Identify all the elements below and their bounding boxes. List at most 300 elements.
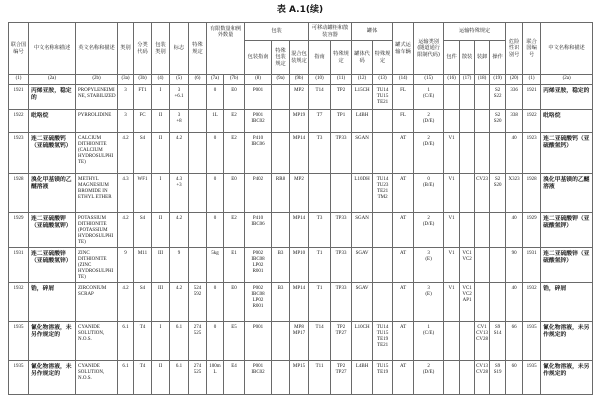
cell-load: CV13 CV28 bbox=[475, 361, 490, 395]
cell-load: CV23 bbox=[475, 174, 490, 213]
table-row bbox=[9, 110, 593, 133]
cell-tank-sp: TP2 TP27 bbox=[331, 361, 352, 395]
cell-un-right: 1922 bbox=[523, 110, 541, 133]
cell-load bbox=[475, 85, 490, 110]
cell-sp bbox=[189, 110, 207, 133]
cell-pack-inst: P001 IBC02 bbox=[245, 361, 272, 395]
cell-name-cn: 锆，碎屑 bbox=[29, 283, 76, 322]
cell-code: T4 bbox=[134, 322, 152, 361]
cell-pack-inst: P402 bbox=[245, 174, 272, 213]
cell-labels: 9 bbox=[170, 248, 189, 283]
colnum: (8) bbox=[245, 75, 272, 85]
cell-hin: 90 bbox=[506, 248, 523, 283]
cell-tank-sp: TP2 bbox=[331, 85, 352, 110]
colnum: (3a) bbox=[118, 75, 134, 85]
header-operation: 操作 bbox=[490, 41, 506, 75]
colnum: (20) bbox=[506, 75, 523, 85]
cell-oper bbox=[490, 133, 506, 174]
cell-pack-sp bbox=[272, 361, 290, 395]
cell-name-en: CYANIDE SOLUTION, N.O.S. bbox=[76, 322, 118, 361]
header-packing-instructions: 包装指南 bbox=[245, 41, 272, 75]
cell-bulk bbox=[460, 110, 475, 133]
cell-name-cn-right: 氰化物溶液，未另作规定的 bbox=[541, 361, 593, 395]
table-body bbox=[9, 85, 593, 395]
cell-name-en: PYRROLIDINE bbox=[76, 110, 118, 133]
colnum: (18) bbox=[475, 75, 490, 85]
cell-class: 9 bbox=[118, 248, 134, 283]
cell-hin: 60 bbox=[506, 361, 523, 395]
cell-eq: E5 bbox=[224, 322, 245, 361]
colnum: (13) bbox=[373, 75, 393, 85]
cell-sp bbox=[189, 133, 207, 174]
cell-bulk: VC1 VC2 AP1 bbox=[460, 283, 475, 322]
cell-hin: 40 bbox=[506, 213, 523, 248]
cell-un: 1921 bbox=[9, 85, 29, 110]
cell-class: 6.1 bbox=[118, 361, 134, 395]
cell-tank-code: SGAV bbox=[352, 248, 373, 283]
cell-vehicle: AT bbox=[393, 133, 414, 174]
cell-labels: 6.1 bbox=[170, 361, 189, 395]
cell-transport-cat: 2 (D/E) bbox=[414, 361, 444, 395]
cell-tank-code: SGAN bbox=[352, 133, 373, 174]
header-classification-code: 分类代码 bbox=[134, 23, 152, 75]
cell-code: M11 bbox=[134, 248, 152, 283]
cell-un: 1928 bbox=[9, 174, 29, 213]
cell-tank-sp: TP33 bbox=[331, 283, 352, 322]
cell-eq: E4 bbox=[224, 361, 245, 395]
cell-mix-pack: MP14 bbox=[290, 213, 309, 248]
cell-lq: 0 bbox=[207, 283, 224, 322]
cell-pkg: V1 bbox=[444, 283, 460, 322]
cell-name-en: ZINC DITHIONITE (ZINC HYDROSULPHITE) bbox=[76, 248, 118, 283]
cell-lq: 0 bbox=[207, 213, 224, 248]
table-title: 表 A.1(续) bbox=[276, 5, 324, 15]
colnum: (17) bbox=[460, 75, 475, 85]
cell-un-right: 1929 bbox=[523, 213, 541, 248]
cell-tank-inst: T14 bbox=[309, 85, 331, 110]
cell-class: 3 bbox=[118, 110, 134, 133]
cell-hin: X323 bbox=[506, 174, 523, 213]
cell-pkg bbox=[444, 85, 460, 110]
cell-pg: I bbox=[152, 322, 170, 361]
header-portable-special: 特殊规定 bbox=[331, 41, 352, 75]
header-tank-vehicle: 罐式运输车辆 bbox=[393, 23, 414, 75]
cell-mix-pack: MP14 bbox=[290, 133, 309, 174]
cell-tank-prov: TU14 TU23 TE21 TM2 bbox=[373, 174, 393, 213]
cell-name-en: PROPYLENEIMINE, STABILIZED bbox=[76, 85, 118, 110]
header-packages: 包件 bbox=[444, 41, 460, 75]
colnum: (15) bbox=[414, 75, 444, 85]
cell-name-cn: 吡咯烷 bbox=[29, 110, 76, 133]
cell-transport-cat: 3 (E) bbox=[414, 283, 444, 322]
cell-sp: 524 592 bbox=[189, 283, 207, 322]
header-name-cn: 中文名称和描述 bbox=[29, 23, 76, 75]
cell-pack-sp: RR8 bbox=[272, 174, 290, 213]
colnum: (1) bbox=[9, 75, 29, 85]
cell-load: CV1 CV13 CV28 bbox=[475, 322, 490, 361]
cell-load bbox=[475, 110, 490, 133]
cell-tank-prov bbox=[373, 110, 393, 133]
cell-class: 4.2 bbox=[118, 133, 134, 174]
header-group-portable-tanks: 可移动罐柜和散装容器 bbox=[309, 23, 352, 41]
table-row bbox=[9, 283, 593, 322]
cell-pack-sp bbox=[272, 110, 290, 133]
cell-transport-cat: 2 (D/E) bbox=[414, 110, 444, 133]
colnum: (12) bbox=[352, 75, 373, 85]
cell-tank-prov bbox=[373, 133, 393, 174]
cell-pkg bbox=[444, 322, 460, 361]
cell-class: 3 bbox=[118, 85, 134, 110]
cell-un: 1935 bbox=[9, 361, 29, 395]
cell-mix-pack: MP15 bbox=[290, 361, 309, 395]
cell-un-right: 1935 bbox=[523, 322, 541, 361]
cell-code: FC bbox=[134, 110, 152, 133]
cell-pack-inst: P001 IBC02 bbox=[245, 110, 272, 133]
cell-class: 6.1 bbox=[118, 322, 134, 361]
cell-name-cn: 氰化物溶液，未另作规定的 bbox=[29, 322, 76, 361]
colnum: (2a) bbox=[29, 75, 76, 85]
header-labels: 标志 bbox=[170, 23, 189, 75]
colnum: (3b) bbox=[134, 75, 152, 85]
cell-pkg: V1 bbox=[444, 213, 460, 248]
colnum: (7b) bbox=[224, 75, 245, 85]
cell-bulk bbox=[460, 361, 475, 395]
cell-pack-sp bbox=[272, 213, 290, 248]
cell-tank-inst: T11 bbox=[309, 361, 331, 395]
colnum: (10) bbox=[309, 75, 331, 85]
cell-code: S4 bbox=[134, 283, 152, 322]
colnum: (9a) bbox=[272, 75, 290, 85]
colnum: (2b) bbox=[76, 75, 118, 85]
cell-pkg: V1 bbox=[444, 248, 460, 283]
dangerous-goods-table bbox=[8, 22, 593, 395]
cell-tank-code: L4BH bbox=[352, 361, 373, 395]
cell-name-cn-right: 吡咯烷 bbox=[541, 110, 593, 133]
cell-name-cn-right: 氰化物溶液，未另作规定的 bbox=[541, 322, 593, 361]
cell-tank-sp: TP33 bbox=[331, 213, 352, 248]
colnum: (2a) bbox=[541, 75, 593, 85]
header-un: 联合国编号 bbox=[9, 23, 29, 75]
cell-code: T4 bbox=[134, 361, 152, 395]
cell-name-cn: 连二亚硫酸钾（亚硫酸氢钾） bbox=[29, 213, 76, 248]
cell-name-en: CALCIUM DITHIONITE (CALCIUM HYDROSULPHITE) bbox=[76, 133, 118, 174]
colnum: (6) bbox=[189, 75, 207, 85]
cell-tank-inst: T1 bbox=[309, 248, 331, 283]
cell-hin: 336 bbox=[506, 85, 523, 110]
cell-name-cn-right: 丙烯亚胺，稳定的 bbox=[541, 85, 593, 110]
cell-lq: 0 bbox=[207, 174, 224, 213]
cell-labels: 4.3 +3 bbox=[170, 174, 189, 213]
cell-tank-inst bbox=[309, 174, 331, 213]
cell-oper bbox=[490, 248, 506, 283]
cell-un-right: 1932 bbox=[523, 283, 541, 322]
cell-pack-sp: B3 bbox=[272, 283, 290, 322]
cell-tank-inst: T3 bbox=[309, 133, 331, 174]
header-name-cn-right: 中文名称和描述 bbox=[541, 23, 593, 75]
cell-tank-code: SGAN bbox=[352, 213, 373, 248]
cell-tank-prov bbox=[373, 283, 393, 322]
colnum: (11) bbox=[331, 75, 352, 85]
cell-name-en: METHYL MAGNESIUM BROMIDE IN ETHYL ETHER bbox=[76, 174, 118, 213]
cell-mix-pack: MP2 bbox=[290, 174, 309, 213]
cell-eq: E0 bbox=[224, 283, 245, 322]
cell-pg: I bbox=[152, 174, 170, 213]
column-number-row bbox=[9, 75, 593, 85]
cell-bulk: VC1 VC2 bbox=[460, 248, 475, 283]
colnum: (9b) bbox=[290, 75, 309, 85]
colnum: (7a) bbox=[207, 75, 224, 85]
cell-name-cn: 丙烯亚胺，稳定的 bbox=[29, 85, 76, 110]
cell-sp bbox=[189, 85, 207, 110]
header-limited-excepted-quantities: 有限数量和例外数量 bbox=[207, 23, 245, 75]
cell-un: 1923 bbox=[9, 133, 29, 174]
cell-pack-sp bbox=[272, 133, 290, 174]
cell-transport-cat: 3 (E) bbox=[414, 248, 444, 283]
cell-sp bbox=[189, 174, 207, 213]
cell-pack-inst: P001 bbox=[245, 85, 272, 110]
cell-bulk bbox=[460, 85, 475, 110]
cell-tank-sp: TP33 bbox=[331, 248, 352, 283]
cell-class: 4.2 bbox=[118, 283, 134, 322]
cell-pg: I bbox=[152, 85, 170, 110]
cell-vehicle: AT bbox=[393, 283, 414, 322]
cell-transport-cat: 1 (C/E) bbox=[414, 322, 444, 361]
cell-lq: 1L bbox=[207, 110, 224, 133]
cell-code: S4 bbox=[134, 133, 152, 174]
cell-oper: S9 S19 bbox=[490, 361, 506, 395]
cell-tank-prov: TU15 TE19 bbox=[373, 361, 393, 395]
cell-tank-prov: TU14 TU15 TE19 TE21 bbox=[373, 322, 393, 361]
cell-tank-prov: TU14 TU15 TE21 bbox=[373, 85, 393, 110]
cell-bulk bbox=[460, 322, 475, 361]
cell-name-cn: 溴化甲基镁的乙醚溶液 bbox=[29, 174, 76, 213]
cell-name-cn-right: 连二亚硫酸钙（亚硫酸氢钙） bbox=[541, 133, 593, 174]
colnum: (4) bbox=[152, 75, 170, 85]
cell-hin: 338 bbox=[506, 110, 523, 133]
cell-lq: 0 bbox=[207, 85, 224, 110]
cell-un-right: 1928 bbox=[523, 174, 541, 213]
header-class: 类别 bbox=[118, 23, 134, 75]
cell-vehicle: AT bbox=[393, 361, 414, 395]
cell-oper: S2 S20 bbox=[490, 110, 506, 133]
cell-vehicle: AT bbox=[393, 174, 414, 213]
cell-vehicle: AT bbox=[393, 248, 414, 283]
cell-pack-sp bbox=[272, 322, 290, 361]
cell-eq: E2 bbox=[224, 133, 245, 174]
header-portable-instructions: 指南 bbox=[309, 41, 331, 75]
header-loading: 装卸 bbox=[475, 41, 490, 75]
table-row bbox=[9, 322, 593, 361]
cell-lq: 0 bbox=[207, 322, 224, 361]
cell-un-right: 1931 bbox=[523, 248, 541, 283]
cell-mix-pack: MP14 bbox=[290, 283, 309, 322]
cell-pkg bbox=[444, 361, 460, 395]
header-bulk: 散装 bbox=[460, 41, 475, 75]
header-mixed-packing: 混合包装规定 bbox=[290, 41, 309, 75]
cell-code: WF1 bbox=[134, 174, 152, 213]
cell-name-cn-right: 连二亚硫酸钾（亚硫酸氢钾） bbox=[541, 213, 593, 248]
cell-labels: 4.2 bbox=[170, 133, 189, 174]
colnum: (1) bbox=[523, 75, 541, 85]
cell-tank-code: L10CH bbox=[352, 322, 373, 361]
cell-name-cn: 连二亚硫酸钙（亚硫酸氢钙） bbox=[29, 133, 76, 174]
cell-vehicle: FL bbox=[393, 110, 414, 133]
table-row bbox=[9, 174, 593, 213]
cell-sp bbox=[189, 213, 207, 248]
cell-tank-prov bbox=[373, 248, 393, 283]
cell-bulk bbox=[460, 213, 475, 248]
cell-load bbox=[475, 248, 490, 283]
cell-vehicle: FL bbox=[393, 85, 414, 110]
cell-sp: 274 525 bbox=[189, 361, 207, 395]
cell-pkg: V1 bbox=[444, 174, 460, 213]
colnum: (16) bbox=[444, 75, 460, 85]
cell-name-cn-right: 溴化甲基镁的乙醚溶液 bbox=[541, 174, 593, 213]
cell-pack-sp bbox=[272, 85, 290, 110]
cell-eq: E0 bbox=[224, 174, 245, 213]
cell-sp bbox=[189, 248, 207, 283]
header-tank-special: 特殊规定 bbox=[373, 41, 393, 75]
table-row bbox=[9, 133, 593, 174]
cell-load bbox=[475, 283, 490, 322]
cell-eq: E2 bbox=[224, 213, 245, 248]
header-special-packing: 特殊包装规定 bbox=[272, 41, 290, 75]
cell-labels: 3 +8 bbox=[170, 110, 189, 133]
cell-oper bbox=[490, 283, 506, 322]
cell-name-cn-right: 连二亚硫酸锌（亚硫酸氢锌） bbox=[541, 248, 593, 283]
cell-pg: III bbox=[152, 283, 170, 322]
cell-pkg bbox=[444, 110, 460, 133]
header-special-provisions: 特殊规定 bbox=[189, 23, 207, 75]
cell-tank-sp: TP33 bbox=[331, 133, 352, 174]
cell-mix-pack: MP8 MP17 bbox=[290, 322, 309, 361]
cell-un: 1935 bbox=[9, 322, 29, 361]
header-name-en: 英文名称和描述 bbox=[76, 23, 118, 75]
cell-transport-cat: 1 (C/E) bbox=[414, 85, 444, 110]
cell-name-cn-right: 锆，碎屑 bbox=[541, 283, 593, 322]
header-tank-code: 罐体代码 bbox=[352, 41, 373, 75]
cell-lq: 100mL bbox=[207, 361, 224, 395]
cell-oper bbox=[490, 213, 506, 248]
cell-tank-sp: TP2 TP27 bbox=[331, 322, 352, 361]
header-packing-group: 包装类别 bbox=[152, 23, 170, 75]
cell-lq: 0 bbox=[207, 133, 224, 174]
cell-name-en: CYANIDE SOLUTION, N.O.S. bbox=[76, 361, 118, 395]
cell-pg: II bbox=[152, 361, 170, 395]
header-group-transport-special: 运输特殊规定 bbox=[444, 23, 506, 41]
cell-sp: 274 525 bbox=[189, 322, 207, 361]
cell-pg: III bbox=[152, 248, 170, 283]
cell-un: 1932 bbox=[9, 283, 29, 322]
cell-mix-pack: MP19 bbox=[290, 110, 309, 133]
cell-pack-sp: B3 bbox=[272, 248, 290, 283]
cell-tank-sp bbox=[331, 174, 352, 213]
table-row bbox=[9, 213, 593, 248]
cell-tank-code: L10DH bbox=[352, 174, 373, 213]
cell-un-right: 1921 bbox=[523, 85, 541, 110]
cell-transport-cat: 2 (D/E) bbox=[414, 133, 444, 174]
cell-bulk bbox=[460, 174, 475, 213]
cell-mix-pack: MP2 bbox=[290, 85, 309, 110]
cell-tank-sp: TP1 bbox=[331, 110, 352, 133]
cell-code: FT1 bbox=[134, 85, 152, 110]
cell-tank-inst: T14 bbox=[309, 322, 331, 361]
cell-pg: II bbox=[152, 133, 170, 174]
table-row bbox=[9, 361, 593, 395]
cell-hin: 66 bbox=[506, 322, 523, 361]
cell-un-right: 1923 bbox=[523, 133, 541, 174]
cell-labels: 3 +6.1 bbox=[170, 85, 189, 110]
cell-transport-cat: 0 (B/E) bbox=[414, 174, 444, 213]
cell-labels: 4.2 bbox=[170, 213, 189, 248]
colnum: (19) bbox=[490, 75, 506, 85]
cell-oper: S2 S22 bbox=[490, 85, 506, 110]
table-row bbox=[9, 85, 593, 110]
cell-name-cn: 氰化物溶液，未另作规定的 bbox=[29, 361, 76, 395]
cell-tank-prov bbox=[373, 213, 393, 248]
cell-pack-inst: P001 bbox=[245, 322, 272, 361]
cell-lq: 5kg bbox=[207, 248, 224, 283]
cell-tank-code: L4BH bbox=[352, 110, 373, 133]
cell-load bbox=[475, 213, 490, 248]
cell-oper: S9 S14 bbox=[490, 322, 506, 361]
cell-hin: 40 bbox=[506, 283, 523, 322]
header-transport-category: 运输类别(隧道通行限制代码) bbox=[414, 23, 444, 75]
cell-eq: E0 bbox=[224, 85, 245, 110]
cell-tank-inst: T1 bbox=[309, 283, 331, 322]
cell-pg: II bbox=[152, 213, 170, 248]
cell-tank-code: SGAV bbox=[352, 283, 373, 322]
cell-tank-inst: T3 bbox=[309, 213, 331, 248]
cell-pack-inst: P002 IBC08 LP02 R001 bbox=[245, 283, 272, 322]
cell-load bbox=[475, 133, 490, 174]
cell-vehicle: AT bbox=[393, 213, 414, 248]
cell-pkg: V1 bbox=[444, 133, 460, 174]
colnum: (14) bbox=[393, 75, 414, 85]
header-group-packing: 包装 bbox=[245, 23, 309, 41]
cell-vehicle: AT bbox=[393, 322, 414, 361]
cell-class: 4.3 bbox=[118, 174, 134, 213]
cell-tank-code: L15CH bbox=[352, 85, 373, 110]
cell-un: 1922 bbox=[9, 110, 29, 133]
colnum: (5) bbox=[170, 75, 189, 85]
cell-eq: E2 bbox=[224, 110, 245, 133]
cell-tank-inst: T7 bbox=[309, 110, 331, 133]
header-un-right: 联合国编号 bbox=[523, 23, 541, 75]
cell-mix-pack: MP10 bbox=[290, 248, 309, 283]
cell-name-en: ZIRCONIUM SCRAP bbox=[76, 283, 118, 322]
cell-labels: 6.1 bbox=[170, 322, 189, 361]
cell-hin: 40 bbox=[506, 133, 523, 174]
cell-pg: II bbox=[152, 110, 170, 133]
cell-un: 1931 bbox=[9, 248, 29, 283]
cell-un-right: 1935 bbox=[523, 361, 541, 395]
table-row bbox=[9, 248, 593, 283]
cell-pack-inst: P410 IBC06 bbox=[245, 213, 272, 248]
cell-name-en: POTASSIUM DITHIONITE (POTASSIUM HYDROSULPHITE) bbox=[76, 213, 118, 248]
cell-un: 1929 bbox=[9, 213, 29, 248]
cell-pack-inst: P410 IBC06 bbox=[245, 133, 272, 174]
cell-transport-cat: 2 (D/E) bbox=[414, 213, 444, 248]
cell-eq: E1 bbox=[224, 248, 245, 283]
cell-pack-inst: P002 IBC08 LP02 R001 bbox=[245, 248, 272, 283]
cell-name-cn: 连二亚硫酸锌（亚硫酸氢锌） bbox=[29, 248, 76, 283]
header-hazard-id: 危险性识别号 bbox=[506, 23, 523, 75]
cell-labels: 4.2 bbox=[170, 283, 189, 322]
cell-class: 4.2 bbox=[118, 213, 134, 248]
header-group-tank: 罐体 bbox=[352, 23, 393, 41]
cell-bulk bbox=[460, 133, 475, 174]
